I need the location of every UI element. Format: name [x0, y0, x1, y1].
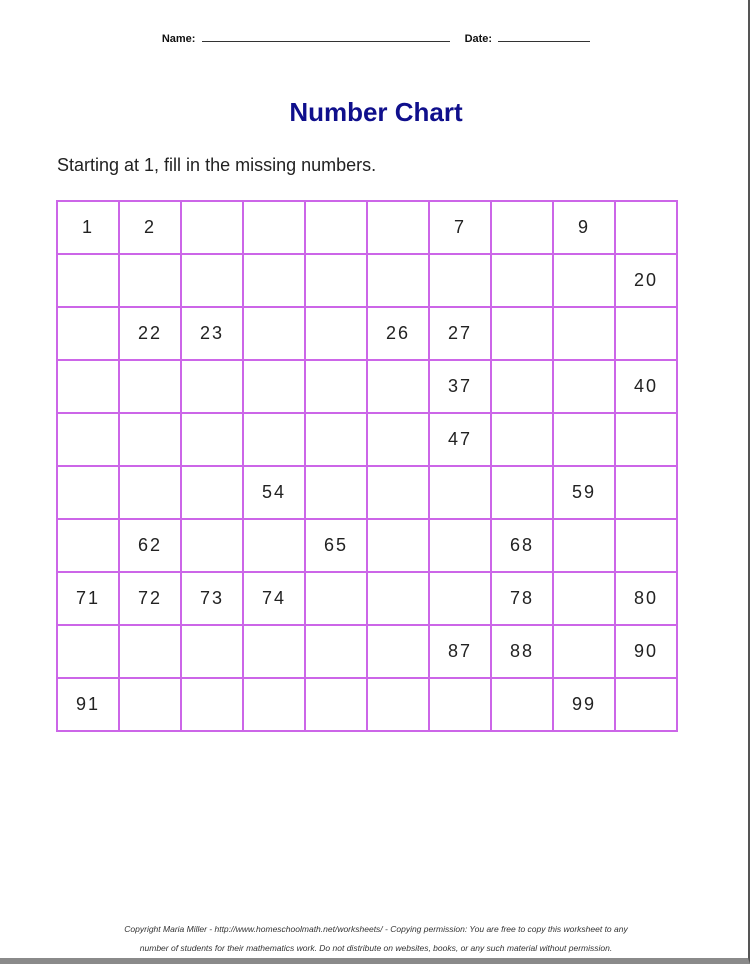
grid-cell-blank[interactable]: [305, 307, 367, 360]
grid-cell-number: 47: [429, 413, 491, 466]
copyright-footer: [0, 920, 752, 958]
grid-row: [57, 466, 677, 519]
grid-cell-blank[interactable]: [491, 201, 553, 254]
grid-cell-blank[interactable]: [553, 519, 615, 572]
grid-cell-blank[interactable]: [305, 201, 367, 254]
grid-cell-blank[interactable]: [615, 519, 677, 572]
grid-cell-number: 27: [429, 307, 491, 360]
grid-cell-blank[interactable]: [305, 413, 367, 466]
grid-cell-number: 62: [119, 519, 181, 572]
date-blank-line: [498, 32, 590, 42]
grid-cell-blank[interactable]: [305, 625, 367, 678]
grid-cell-blank[interactable]: [181, 519, 243, 572]
grid-cell-blank[interactable]: [553, 254, 615, 307]
grid-cell-blank[interactable]: [57, 413, 119, 466]
grid-cell-number: 23: [181, 307, 243, 360]
header-line: [0, 32, 752, 45]
grid-cell-number: 99: [553, 678, 615, 731]
grid-cell-number: 37: [429, 360, 491, 413]
grid-cell-blank[interactable]: [119, 678, 181, 731]
grid-cell-blank[interactable]: [181, 466, 243, 519]
grid-cell-blank[interactable]: [181, 413, 243, 466]
grid-cell-blank[interactable]: [491, 413, 553, 466]
grid-cell-blank[interactable]: [243, 678, 305, 731]
grid-cell-blank[interactable]: [491, 678, 553, 731]
grid-cell-blank[interactable]: [243, 254, 305, 307]
grid-cell-number: 54: [243, 466, 305, 519]
grid-cell-blank[interactable]: [181, 625, 243, 678]
grid-cell-number: 88: [491, 625, 553, 678]
number-chart-grid: [56, 200, 678, 732]
grid-row: [57, 360, 677, 413]
grid-cell-blank[interactable]: [243, 201, 305, 254]
grid-cell-blank[interactable]: [367, 678, 429, 731]
grid-cell-blank[interactable]: [367, 519, 429, 572]
grid-cell-blank[interactable]: [491, 360, 553, 413]
grid-cell-blank[interactable]: [181, 360, 243, 413]
grid-cell-number: 20: [615, 254, 677, 307]
grid-cell-blank[interactable]: [181, 201, 243, 254]
grid-cell-blank[interactable]: [119, 413, 181, 466]
grid-cell-blank[interactable]: [491, 466, 553, 519]
grid-row: [57, 254, 677, 307]
grid-cell-number: 72: [119, 572, 181, 625]
grid-cell-blank[interactable]: [367, 360, 429, 413]
grid-cell-blank[interactable]: [367, 413, 429, 466]
grid-cell-blank[interactable]: [119, 625, 181, 678]
grid-row: [57, 519, 677, 572]
grid-row: [57, 678, 677, 731]
grid-cell-blank[interactable]: [57, 519, 119, 572]
grid-row: [57, 201, 677, 254]
name-label: Name:: [161, 33, 196, 45]
grid-cell-blank[interactable]: [367, 201, 429, 254]
grid-row: [57, 307, 677, 360]
grid-cell-blank[interactable]: [119, 466, 181, 519]
grid-cell-blank[interactable]: [615, 201, 677, 254]
grid-cell-blank[interactable]: [119, 254, 181, 307]
grid-cell-number: 74: [243, 572, 305, 625]
footer-line-1: Copyright Maria Miller - http://www.homeschoolmath.net/worksheets/ - Copying permission: You are free to copy this worksheet to any: [124, 924, 628, 934]
grid-cell-number: 80: [615, 572, 677, 625]
grid-cell-blank[interactable]: [181, 678, 243, 731]
grid-cell-number: 65: [305, 519, 367, 572]
grid-cell-number: 9: [553, 201, 615, 254]
grid-cell-number: 68: [491, 519, 553, 572]
grid-cell-number: 87: [429, 625, 491, 678]
grid-cell-blank[interactable]: [429, 254, 491, 307]
grid-cell-blank[interactable]: [491, 307, 553, 360]
grid-cell-blank[interactable]: [57, 307, 119, 360]
grid-cell-number: 1: [57, 201, 119, 254]
grid-cell-blank[interactable]: [57, 360, 119, 413]
grid-cell-number: 40: [615, 360, 677, 413]
grid-cell-blank[interactable]: [553, 413, 615, 466]
grid-cell-blank[interactable]: [305, 466, 367, 519]
footer-line-2: number of students for their mathematics work. Do not distribute on websites, books, or any such material without permission.: [139, 943, 613, 953]
grid-cell-blank[interactable]: [553, 572, 615, 625]
grid-row: [57, 625, 677, 678]
grid-cell-blank[interactable]: [243, 307, 305, 360]
grid-cell-blank[interactable]: [615, 307, 677, 360]
grid-cell-blank[interactable]: [429, 572, 491, 625]
name-blank-line: [202, 32, 450, 42]
grid-cell-blank[interactable]: [429, 678, 491, 731]
grid-row: [57, 413, 677, 466]
grid-cell-blank[interactable]: [367, 625, 429, 678]
grid-cell-number: 26: [367, 307, 429, 360]
page-title: Number Chart: [289, 97, 463, 127]
grid-cell-number: 7: [429, 201, 491, 254]
date-label: Date:: [464, 33, 493, 45]
grid-cell-blank[interactable]: [119, 360, 181, 413]
grid-cell-blank[interactable]: [243, 360, 305, 413]
grid-cell-blank[interactable]: [57, 625, 119, 678]
grid-cell-number: 59: [553, 466, 615, 519]
grid-cell-blank[interactable]: [305, 678, 367, 731]
grid-cell-blank[interactable]: [429, 466, 491, 519]
grid-cell-blank[interactable]: [243, 519, 305, 572]
grid-row: [57, 572, 677, 625]
grid-cell-number: 22: [119, 307, 181, 360]
grid-cell-blank[interactable]: [491, 254, 553, 307]
grid-cell-number: 91: [57, 678, 119, 731]
grid-cell-blank[interactable]: [305, 254, 367, 307]
grid-cell-blank[interactable]: [367, 254, 429, 307]
grid-cell-blank[interactable]: [181, 254, 243, 307]
grid-cell-blank[interactable]: [553, 307, 615, 360]
grid-cell-blank[interactable]: [367, 466, 429, 519]
grid-cell-blank[interactable]: [429, 519, 491, 572]
grid-cell-number: 71: [57, 572, 119, 625]
grid-cell-blank[interactable]: [305, 360, 367, 413]
grid-cell-blank[interactable]: [615, 466, 677, 519]
grid-cell-blank[interactable]: [57, 254, 119, 307]
grid-cell-number: 2: [119, 201, 181, 254]
grid-cell-blank[interactable]: [243, 413, 305, 466]
grid-cell-blank[interactable]: [243, 625, 305, 678]
instructions-text: Starting at 1, fill in the missing numbers.: [57, 155, 377, 175]
grid-cell-number: 78: [491, 572, 553, 625]
grid-cell-blank[interactable]: [615, 413, 677, 466]
grid-cell-blank[interactable]: [615, 678, 677, 731]
grid-cell-blank[interactable]: [305, 572, 367, 625]
grid-cell-number: 90: [615, 625, 677, 678]
grid-cell-number: 73: [181, 572, 243, 625]
grid-cell-blank[interactable]: [367, 572, 429, 625]
grid-cell-blank[interactable]: [553, 360, 615, 413]
grid-cell-blank[interactable]: [57, 466, 119, 519]
grid-cell-blank[interactable]: [553, 625, 615, 678]
